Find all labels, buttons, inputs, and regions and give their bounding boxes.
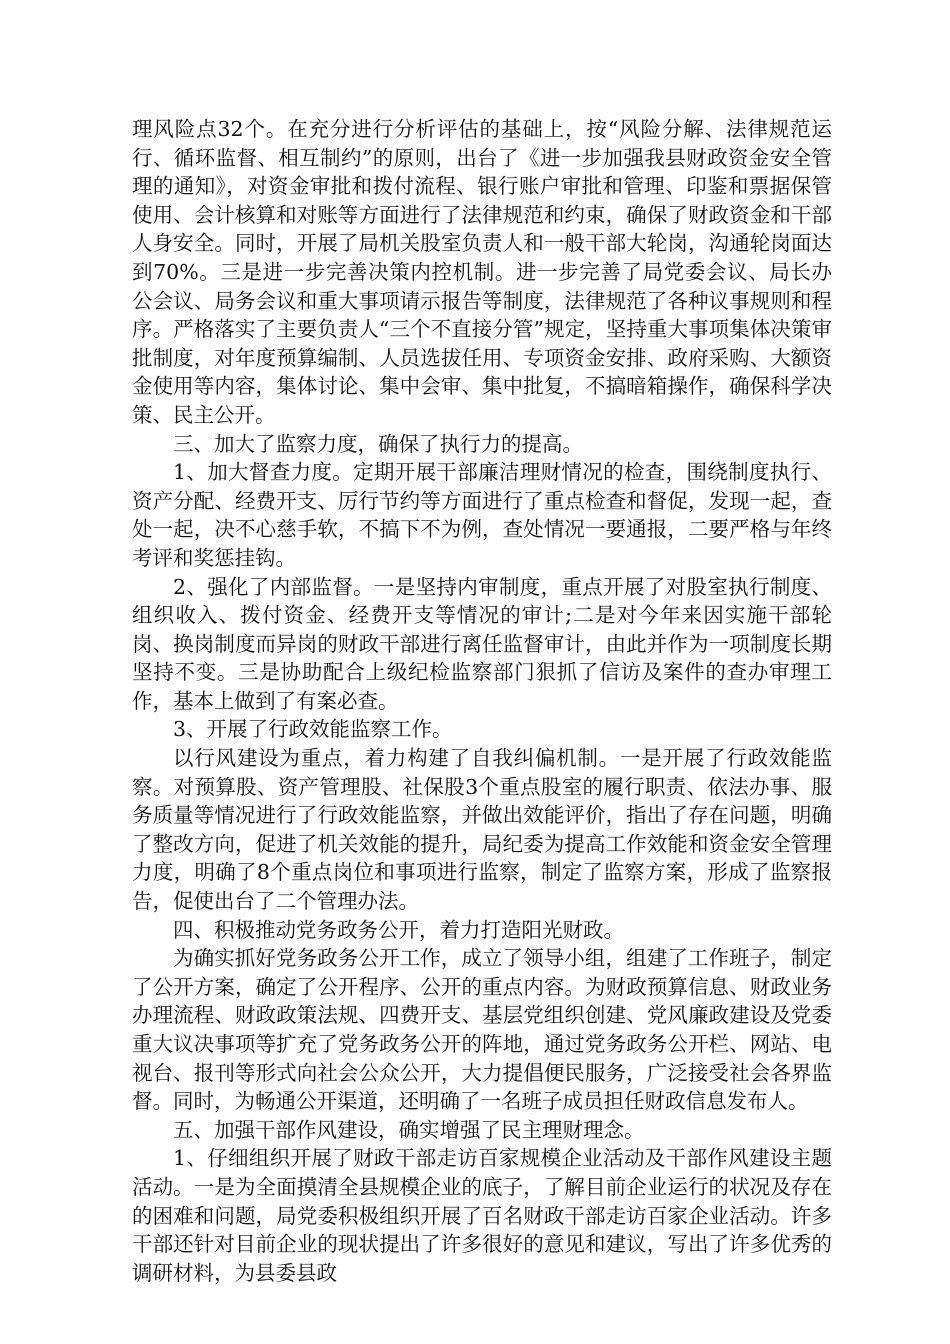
heading-efficiency-monitoring: 3、开展了行政效能监察工作。 [173, 717, 453, 742]
paragraph-efficiency: 以行风建设为重点，着力构建了自我纠偏机制。一是开展了行政效能监察。对预算股、资产管理股、社保股3个重点股室的履行职责、依法办事、服务质量等情况进行了行政效能监察，并做出效能评价，指出了存在问题，明确了整改方向，促进了机关效能的提升，局纪委为提高工作效能和资金安全管理力度，明确了8个重点岗位和事项进行监察，制定了监察方案，形成了监察报告，促使出台了二个管理办法。 [132, 746, 832, 914]
heading-section-5: 五、加强干部作风建设，确实增强了民主理财理念。 [173, 1117, 645, 1142]
document-body [132, 115, 832, 1287]
paragraph-openness: 为确实抓好党务政务公开工作，成立了领导小组，组建了工作班子，制定了公开方案，确定了公开程序、公开的重点内容。为财政预算信息、财政业务办理流程、财政政策法规、四费开支、基层党组织创建、党风廉政建设及党委重大议决事项等扩充了党务政务公开的阵地，通过党务政务公开栏、网站、电视台、报刊等形式向社会公众公开，大力提倡便民服务，广泛接受社会各界监督。同时，为畅通公开渠道，还明确了一名班子成员担任财政信息发布人。 [132, 946, 832, 1114]
paragraph-enterprise-visits: 1、仔细组织开展了财政干部走访百家规模企业活动及干部作风建设主题活动。一是为全面摸清全县规模企业的底子，了解目前企业运行的状况及存在的困难和问题，局党委积极组织开展了百名财政干部走访百家企业活动。许多干部还针对目前企业的现状提出了许多很好的意见和建议，写出了许多优秀的调研材料，为县委县政 [132, 1146, 832, 1285]
paragraph-internal-audit: 2、强化了内部监督。一是坚持内审制度，重点开展了对股室执行制度、组织收入、拨付资金、经费开支等情况的审计;二是对今年来因实施干部轮岗、换岗制度而异岗的财政干部进行离任监督审计，由此并作为一项制度长期坚持不变。三是协助配合上级纪检监察部门狠抓了信访及案件的查办审理工作，基本上做到了有案必查。 [132, 574, 832, 713]
heading-section-4: 四、积极推动党务政务公开，着力打造阳光财政。 [173, 917, 624, 942]
paragraph-supervision: 1、加大督查力度。定期开展干部廉洁理财情况的检查，围绕制度执行、资产分配、经费开支、厉行节约等方面进行了重点检查和督促，发现一起，查处一起，决不心慈手软，不搞下不为例，查处情况一要通报，二要严格与年终考评和奖惩挂钩。 [132, 460, 832, 570]
paragraph-1: 理风险点32个。在充分进行分析评估的基础上，按“风险分解、法律规范运行、循环监督、相互制约”的原则，出台了《进一步加强我县财政资金安全管理的通知》，对资金审批和拨付流程、银行账户审批和管理、印鉴和票据保管使用、会计核算和对账等方面进行了法律规范和约束，确保了财政资金和干部人身安全。同时，开展了局机关股室负责人和一般干部大轮岗，沟通轮岗面达到70%。三是进一步完善决策内控机制。进一步完善了局党委会议、局长办公会议、局务会议和重大事项请示报告等制度，法律规范了各种议事规则和程序。严格落实了主要负责人“三个不直接分管”规定，坚持重大事项集体决策审批制度，对年度预算编制、人员选拔任用、专项资金安排、政府采购、大额资金使用等内容，集体讨论、集中会审、集中批复，不搞暗箱操作，确保科学决策、民主公开。 [132, 117, 832, 427]
heading-section-3: 三、加大了监察力度，确保了执行力的提高。 [173, 431, 583, 456]
